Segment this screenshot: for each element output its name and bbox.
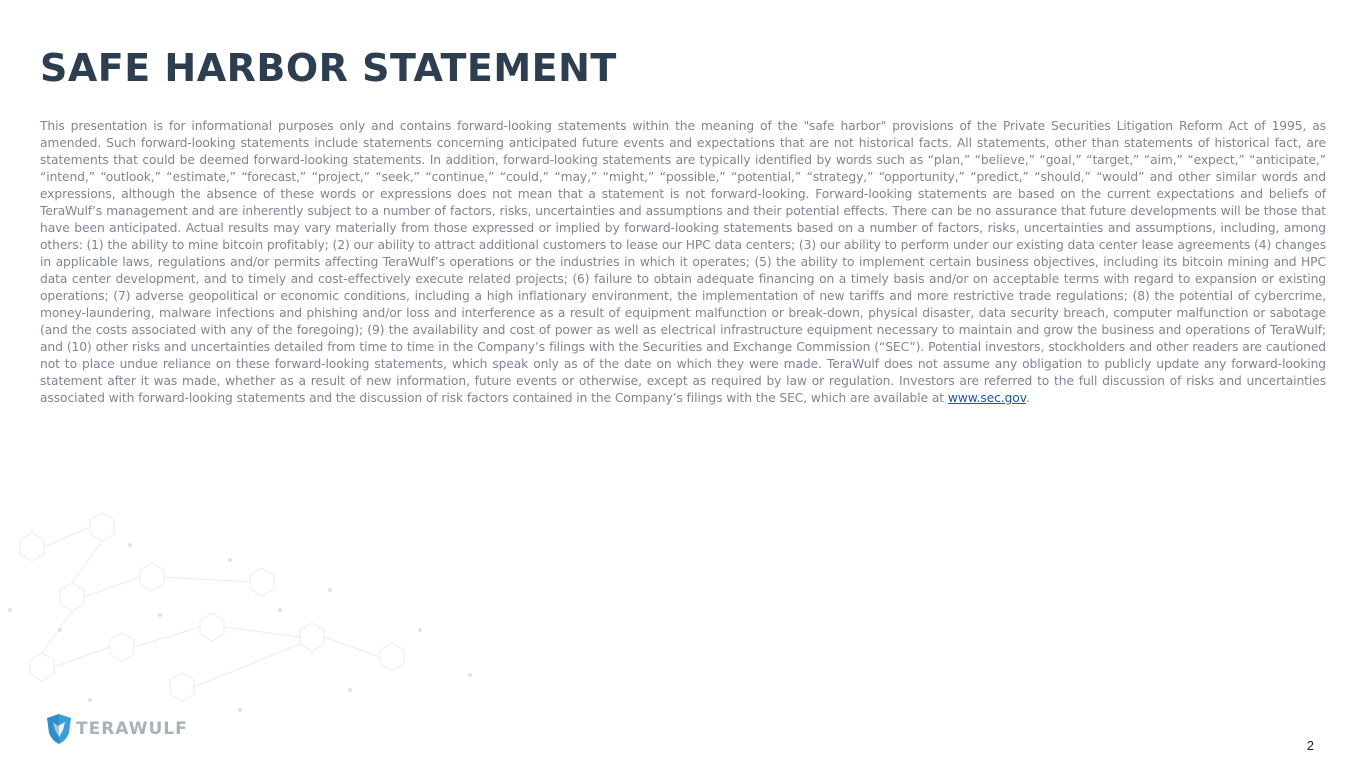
terawulf-logo xyxy=(46,712,188,746)
hexagon-network-pattern xyxy=(0,500,560,730)
safe-harbor-text xyxy=(40,118,1326,407)
logo-wordmark: TERAWULF xyxy=(76,719,188,739)
wolf-shield-icon xyxy=(46,713,72,745)
sec-website-link[interactable]: www.sec.gov xyxy=(947,391,1026,405)
safe-harbor-period: . xyxy=(1025,391,1030,405)
safe-harbor-body: This presentation is for informational purposes only and contains forward-looking statements within the meaning of the "safe harbor" provisions of the Private Securities Litigation Reform Act of 1995, as amended. Such forward-looking statements include statements concerning anticipated future events and expectations that are not historical facts. All statements, other than statements of historical fact, are statements that could be deemed forward-looking statements. In addition, forward-looking statements are typically identified by words such as “plan,” “believe,” “goal,” “target,” “aim,” “expect,” “anticipate,” “intend,” “outlook,” “estimate,” “forecast,” “project,” “seek,” “continue,” “could,” “may,” “might,” “possible,” “potential,” “strategy,” “opportunity,” “predict,” “should,” “would” and other similar words and expressions, although the absence of these words or expressions does not mean that a statement is not forward-looking. Forward-looking statements are based on the current expectations and beliefs of TeraWulf’s management and are inherently subject to a number of factors, risks, uncertainties and assumptions and their potential effects. There can be no assurance that future developments will be those that have been anticipated. Actual results may vary materially from those expressed or implied by forward-looking statements based on a number of factors, risks, uncertainties and assumptions, including, among others: (1) the ability to mine bitcoin profitably; (2) our ability to attract additional customers to lease our HPC data centers; (3) our ability to perform under our existing data center lease agreements (4) changes in applicable laws, regulations and/or permits affecting TeraWulf’s operations or the industries in which it operates; (5) the ability to implement certain business objectives, including its bitcoin mining and HPC data center development, and to timely and cost-effectively execute related projects; (6) failure to obtain adequate financing on a timely basis and/or on acceptable terms with regard to expansion or existing operations; (7) adverse geopolitical or economic conditions, including a high inflationary environment, the implementation of new tariffs and more restrictive trade regulations; (8) the potential of cybercrime, money-laundering, malware infections and phishing and/or loss and interference as a result of equipment malfunction or break-down, physical disaster, data security breach, computer malfunction or sabotage (and the costs associated with any of the foregoing); (9) the availability and cost of power as well as electrical infrastructure equipment necessary to maintain and grow the business and operations of TeraWulf; and (10) other risks and uncertainties detailed from time to time in the Company’s filings with the Securities and Exchange Commission (“SEC”). Potential investors, stockholders and other readers are cautioned not to place undue reliance on these forward-looking statements, which speak only as of the date on which they were made. TeraWulf does not assume any obligation to publicly update any forward-looking statement after it was made, whether as a result of new information, future events or otherwise, except as required by law or regulation. Investors are referred to the full discussion of risks and uncertainties associated with forward-looking statements and the discussion of risk factors contained in the Company’s filings with the SEC, which are available at xyxy=(40,119,1326,405)
slide-title: SAFE HARBOR STATEMENT xyxy=(40,46,617,90)
page-number: 2 xyxy=(1306,738,1314,753)
